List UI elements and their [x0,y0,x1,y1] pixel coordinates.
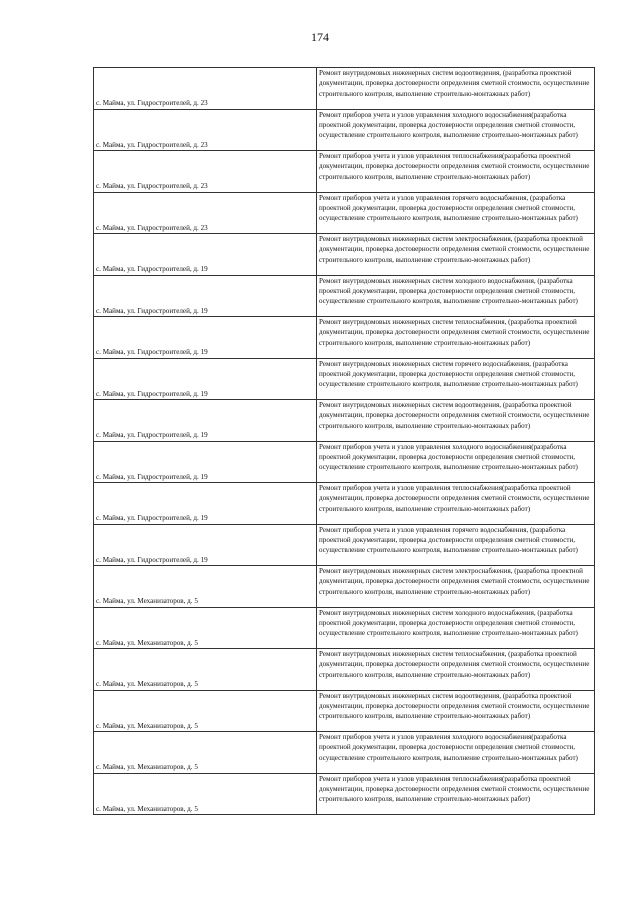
table-row [94,358,595,400]
table-row [94,524,595,566]
table-row [94,275,595,317]
work-description-cell: Ремонт внутридомовых инженерных систем горячего водоснабжения, (разработка проектной документации, проверка достоверности определения сметной стоимости, осуществление строительного контроля, выполнение строительно-монтажных работ) [317,358,595,400]
works-table-body [94,68,595,815]
address-cell: с. Майма, ул. Гидростроителей, д. 23 [94,151,317,193]
address-cell: с. Майма, ул. Гидростроителей, д. 19 [94,234,317,276]
table-row [94,607,595,649]
table-row [94,400,595,442]
address-cell: с. Майма, ул. Механизаторов, д. 5 [94,690,317,732]
table-row [94,68,595,110]
work-description-cell: Ремонт приборов учета и узлов управления холодного водоснабжения(разработка проектной документации, проверка достоверности определения сметной стоимости, осуществление строительного контроля, выполнение строительно-монтажных работ) [317,732,595,774]
work-description-cell: Ремонт внутридомовых инженерных систем теплоснабжения, (разработка проектной документации, проверка достоверности определения сметной стоимости, осуществление строительного контроля, выполнение строительно-монтажных работ) [317,649,595,691]
table-row [94,690,595,732]
address-cell: с. Майма, ул. Гидростроителей, д. 19 [94,483,317,525]
work-description-cell: Ремонт приборов учета и узлов управления горячего водоснабжения, (разработка проектной документации, проверка достоверности определения сметной стоимости, осуществление строительного контроля, выполнение строительно-монтажных работ) [317,192,595,234]
address-cell: с. Майма, ул. Механизаторов, д. 5 [94,649,317,691]
table-row [94,234,595,276]
work-description-cell: Ремонт внутридомовых инженерных систем холодного водоснабжения, (разработка проектной документации, проверка достоверности определения сметной стоимости, осуществление строительного контроля, выполнение строительно-монтажных работ) [317,275,595,317]
address-cell: с. Майма, ул. Гидростроителей, д. 23 [94,68,317,110]
work-description-cell: Ремонт приборов учета и узлов управления холодного водоснабжения(разработка проектной документации, проверка достоверности определения сметной стоимости, осуществление строительного контроля, выполнение строительно-монтажных работ) [317,441,595,483]
address-cell: с. Майма, ул. Механизаторов, д. 5 [94,732,317,774]
address-cell: с. Майма, ул. Гидростроителей, д. 19 [94,317,317,359]
table-row [94,109,595,151]
address-cell: с. Майма, ул. Гидростроителей, д. 23 [94,109,317,151]
table-row [94,317,595,359]
work-description-cell: Ремонт внутридомовых инженерных систем теплоснабжения, (разработка проектной документации, проверка достоверности определения сметной стоимости, осуществление строительного контроля, выполнение строительно-монтажных работ) [317,317,595,359]
work-description-cell: Ремонт приборов учета и узлов управления холодного водоснабжения(разработка проектной документации, проверка достоверности определения сметной стоимости, осуществление строительного контроля, выполнение строительно-монтажных работ) [317,109,595,151]
address-cell: с. Майма, ул. Гидростроителей, д. 19 [94,441,317,483]
works-table [93,67,595,815]
table-row [94,192,595,234]
work-description-cell: Ремонт приборов учета и узлов управления теплоснабжения(разработка проектной документации, проверка достоверности определения сметной стоимости, осуществление строительного контроля, выполнение строительно-монтажных работ) [317,773,595,815]
work-description-cell: Ремонт внутридомовых инженерных систем электроснабжения, (разработка проектной документации, проверка достоверности определения сметной стоимости, осуществление строительного контроля, выполнение строительно-монтажных работ) [317,566,595,608]
address-cell: с. Майма, ул. Гидростроителей, д. 19 [94,358,317,400]
address-cell: с. Майма, ул. Гидростроителей, д. 19 [94,524,317,566]
table-row [94,773,595,815]
table-row [94,441,595,483]
address-cell: с. Майма, ул. Механизаторов, д. 5 [94,566,317,608]
work-description-cell: Ремонт внутридомовых инженерных систем водоотведения, (разработка проектной документации, проверка достоверности определения сметной стоимости, осуществление строительного контроля, выполнение строительно-монтажных работ) [317,400,595,442]
table-row [94,732,595,774]
table-row [94,151,595,193]
work-description-cell: Ремонт внутридомовых инженерных систем водоотведения, (разработка проектной документации, проверка достоверности определения сметной стоимости, осуществление строительного контроля, выполнение строительно-монтажных работ) [317,690,595,732]
table-row [94,566,595,608]
address-cell: с. Майма, ул. Механизаторов, д. 5 [94,607,317,649]
table-row [94,483,595,525]
address-cell: с. Майма, ул. Гидростроителей, д. 19 [94,275,317,317]
address-cell: с. Майма, ул. Гидростроителей, д. 23 [94,192,317,234]
work-description-cell: Ремонт приборов учета и узлов управления горячего водоснабжения, (разработка проектной документации, проверка достоверности определения сметной стоимости, осуществление строительного контроля, выполнение строительно-монтажных работ) [317,524,595,566]
address-cell: с. Майма, ул. Гидростроителей, д. 19 [94,400,317,442]
work-description-cell: Ремонт внутридомовых инженерных систем водоотведения, (разработка проектной документации, проверка достоверности определения сметной стоимости, осуществление строительного контроля, выполнение строительно-монтажных работ) [317,68,595,110]
work-description-cell: Ремонт внутридомовых инженерных систем электроснабжения, (разработка проектной документации, проверка достоверности определения сметной стоимости, осуществление строительного контроля, выполнение строительно-монтажных работ) [317,234,595,276]
work-description-cell: Ремонт приборов учета и узлов управления теплоснабжения(разработка проектной документации, проверка достоверности определения сметной стоимости, осуществление строительного контроля, выполнение строительно-монтажных работ) [317,483,595,525]
address-cell: с. Майма, ул. Механизаторов, д. 5 [94,773,317,815]
table-row [94,649,595,691]
work-description-cell: Ремонт приборов учета и узлов управления теплоснабжения(разработка проектной документации, проверка достоверности определения сметной стоимости, осуществление строительного контроля, выполнение строительно-монтажных работ) [317,151,595,193]
page-number: 174 [311,30,329,44]
work-description-cell: Ремонт внутридомовых инженерных систем холодного водоснабжения, (разработка проектной документации, проверка достоверности определения сметной стоимости, осуществление строительного контроля, выполнение строительно-монтажных работ) [317,607,595,649]
